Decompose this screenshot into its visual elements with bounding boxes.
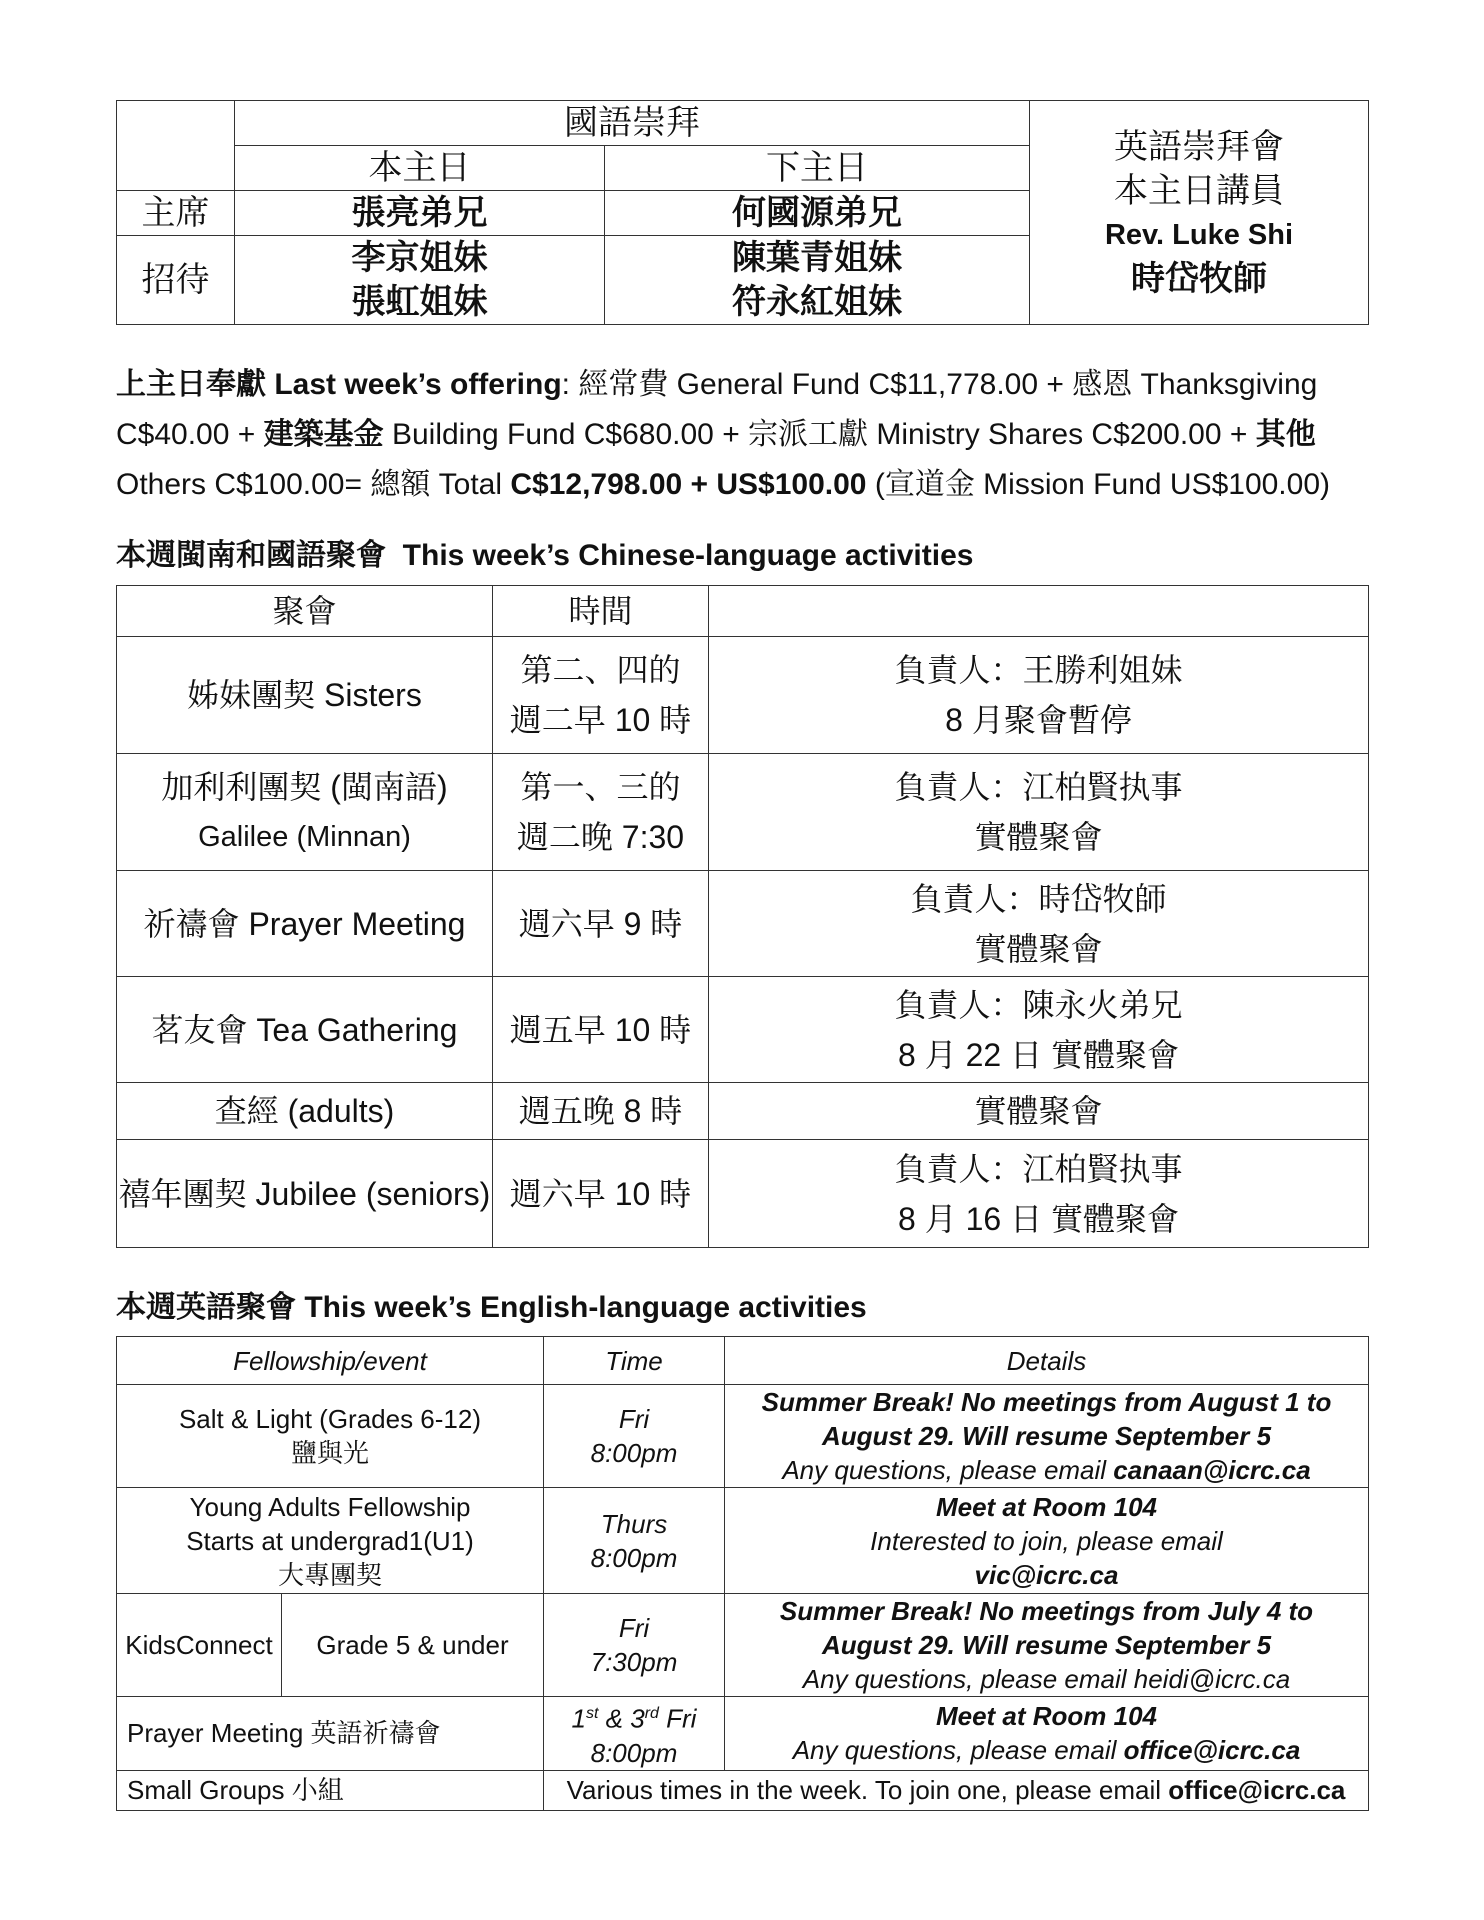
details-line-1: Various times in the week. To join one, please email [566,1775,1169,1806]
meeting-detail [709,977,1369,1083]
offering-heading-en: Last week’s offering [274,368,562,401]
col-time-header: 時間 [493,586,709,637]
english-worship-label: 英語崇拜會 [1114,127,1284,166]
name-line-2: Galilee (Minnan) [198,821,411,853]
chinese-activities-heading [116,530,973,574]
offering-heading-cn: 上主日奉獻 [116,368,266,401]
table-row [117,1140,1369,1248]
name-line-1: 加利利團契 (閩南語) [161,769,448,805]
table-row [117,977,1369,1083]
detail-line-2: 實體聚會 [974,819,1103,855]
chinese-activities-title-cn: 本週閩南和國語聚會 [116,539,386,572]
fellowship-name [117,1488,544,1594]
chair-label: 主席 [117,191,235,236]
usher-next-sunday [605,236,1030,325]
event-time [544,1594,725,1697]
english-activities-table [116,1336,1369,1811]
offering-total: C$12,798.00 + US$100.00 [510,468,867,501]
email-link[interactable]: vic@icrc.ca [974,1559,1119,1590]
time-day [544,1697,724,1736]
event-time [544,1697,725,1771]
email-link[interactable]: office@icrc.ca [1123,1735,1301,1766]
detail-line-2: 8 月 16 日 實體聚會 [898,1200,1179,1237]
event-time [544,1488,725,1594]
time-part: & 3 [598,1703,645,1734]
detail-line-1: 負責人：江柏賢执事 [894,769,1183,805]
col-fellowship-header: Fellowship/event [117,1337,544,1385]
details-line-3: Any questions, please email [782,1455,1114,1485]
time-hour: 8:00pm [590,1542,678,1573]
detail-line-1: 負責人：王勝利姐妹 [894,652,1183,688]
offering-paragraph [116,360,1356,510]
name-line-2: Starts at undergrad1(U1) [186,1525,474,1556]
speaker-name-cn: 時岱牧師 [1131,259,1267,298]
building-fund-cn: 建築基金 [263,418,384,451]
name-line-cn: 大專團契 [277,1559,382,1590]
chair-this-sunday: 張亮弟兄 [235,191,605,236]
table-row [117,1385,1369,1488]
english-activities-title-cn: 本週英語聚會 [116,1291,296,1324]
fellowship-name: KidsConnect [117,1594,282,1697]
details-line-1: Summer Break! No meetings from August 1 to [761,1387,1332,1417]
meeting-name: 禧年團契 Jubilee (seniors) [117,1140,493,1248]
email-link[interactable]: canaan@icrc.ca [1113,1455,1311,1485]
table-row [117,1594,1369,1697]
details-line-1: Summer Break! No meetings from July 4 to [779,1596,1314,1626]
meeting-detail [709,871,1369,977]
meeting-time: 週五早 10 時 [493,977,709,1083]
usher-next-2: 符永紅姐妹 [732,283,902,321]
event-details [544,1770,1369,1810]
time-day: Fri [618,1404,650,1434]
event-details [725,1697,1369,1771]
time-sup: rd [644,1705,659,1722]
meeting-detail [709,754,1369,871]
usher-next-1: 陳葉青姐妹 [732,239,902,277]
meeting-detail [709,1140,1369,1248]
meeting-time: 週六早 10 時 [493,1140,709,1248]
fellowship-name [117,1385,544,1488]
table-row [117,637,1369,754]
worship-roster-table [116,100,1369,325]
english-activities-heading [116,1282,867,1326]
fellowship-name: Small Groups 小組 [117,1770,544,1810]
name-line-cn: 鹽與光 [290,1438,369,1468]
details-line-2: Any questions, please email [792,1735,1124,1766]
details-line-2: Interested to join, please email [870,1525,1223,1556]
mandarin-worship-header: 國語崇拜 [235,101,1030,146]
offering-text-3: Others C$100.00= 總額 Total [116,468,511,501]
time-line-1: 第二、四的 [520,652,681,688]
detail-line-2: 8 月 22 日 實體聚會 [898,1036,1179,1073]
time-sup: st [585,1705,599,1722]
meeting-name: 查經 (adults) [117,1083,493,1140]
col-time-header: Time [544,1337,725,1385]
col-detail-header [709,586,1369,637]
this-sunday-header: 本主日 [235,146,605,191]
table-row [117,1083,1369,1140]
offering-text-4: (宣道金 Mission Fund US$100.00) [866,468,1331,501]
this-sunday-speaker-label: 本主日講員 [1114,171,1284,210]
time-line-2: 週二早 10 時 [509,702,692,738]
meeting-detail: 實體聚會 [709,1083,1369,1140]
chinese-activities-title-en: This week’s Chinese-language activities [402,539,974,572]
meeting-time [493,754,709,871]
col-meeting-header: 聚會 [117,586,493,637]
table-row [117,1488,1369,1594]
detail-line-1: 負責人：陳永火弟兄 [894,986,1183,1023]
col-details-header: Details [725,1337,1369,1385]
name-line-1: Salt & Light (Grades 6-12) [178,1404,482,1434]
time-day: Fri [618,1613,650,1643]
time-part: 1 [571,1703,586,1734]
usher-this-2: 張虹姐妹 [351,283,488,321]
table-row [117,1770,1369,1810]
details-line-2: August 29. Will resume September 5 [821,1630,1272,1660]
table-row [117,871,1369,977]
time-part: Fri [658,1703,697,1734]
event-details [725,1385,1369,1488]
time-day: Thurs [600,1508,668,1539]
detail-line-1: 負責人：時岱牧師 [910,880,1167,917]
meeting-name: 茗友會 Tea Gathering [117,977,493,1083]
detail-line-1: 負責人：江柏賢执事 [894,1150,1183,1187]
speaker-name-en: Rev. Luke Shi [1104,218,1294,251]
details-line-3: Any questions, please email heidi@icrc.ca [802,1664,1291,1694]
event-details [725,1488,1369,1594]
name-line-1: Young Adults Fellowship [189,1491,471,1522]
time-line-1: 第一、三的 [520,769,681,805]
usher-this-1: 李京姐妹 [351,239,488,277]
time-line-2: 週二晚 7:30 [516,819,685,855]
details-line-1: Meet at Room 104 [935,1491,1158,1522]
next-sunday-header: 下主日 [605,146,1030,191]
details-line-1: Meet at Room 104 [935,1701,1158,1732]
event-time [544,1385,725,1488]
meeting-time [493,637,709,754]
english-worship-speaker-cell [1030,101,1369,325]
offering-text-1: : 經常費 General Fund C$11,778.00 + 感恩 Thanksgiving C$40.00 + [116,368,1318,451]
detail-line-2: 實體聚會 [974,930,1103,967]
table-row [117,1697,1369,1771]
fellowship-name: Prayer Meeting 英語祈禱會 [117,1697,544,1771]
others-cn: 其他 [1255,418,1316,451]
time-hour: 8:00pm [590,1737,678,1768]
chair-next-sunday: 何國源弟兄 [605,191,1030,236]
time-hour: 7:30pm [590,1647,678,1677]
meeting-name: 姊妹團契 Sisters [117,637,493,754]
usher-label: 招待 [117,236,235,325]
event-details [725,1594,1369,1697]
email-link[interactable]: office@icrc.ca [1168,1775,1346,1806]
meeting-time: 週五晚 8 時 [493,1083,709,1140]
chinese-activities-table [116,585,1369,1248]
time-hour: 8:00pm [590,1438,678,1468]
meeting-name [117,754,493,871]
details-line-2: August 29. Will resume September 5 [821,1421,1272,1451]
detail-line-2: 8 月聚會暫停 [945,702,1132,738]
english-activities-title-en: This week’s English-language activities [304,1291,867,1324]
table-row [117,754,1369,871]
meeting-detail [709,637,1369,754]
meeting-name: 祈禱會 Prayer Meeting [117,871,493,977]
offering-text-2: Building Fund C$680.00 + 宗派工獻 Ministry Shares C$200.00 + [383,418,1256,451]
fellowship-grade: Grade 5 & under [282,1594,544,1697]
roster-corner-cell [117,101,235,191]
meeting-time: 週六早 9 時 [493,871,709,977]
usher-this-sunday [235,236,605,325]
